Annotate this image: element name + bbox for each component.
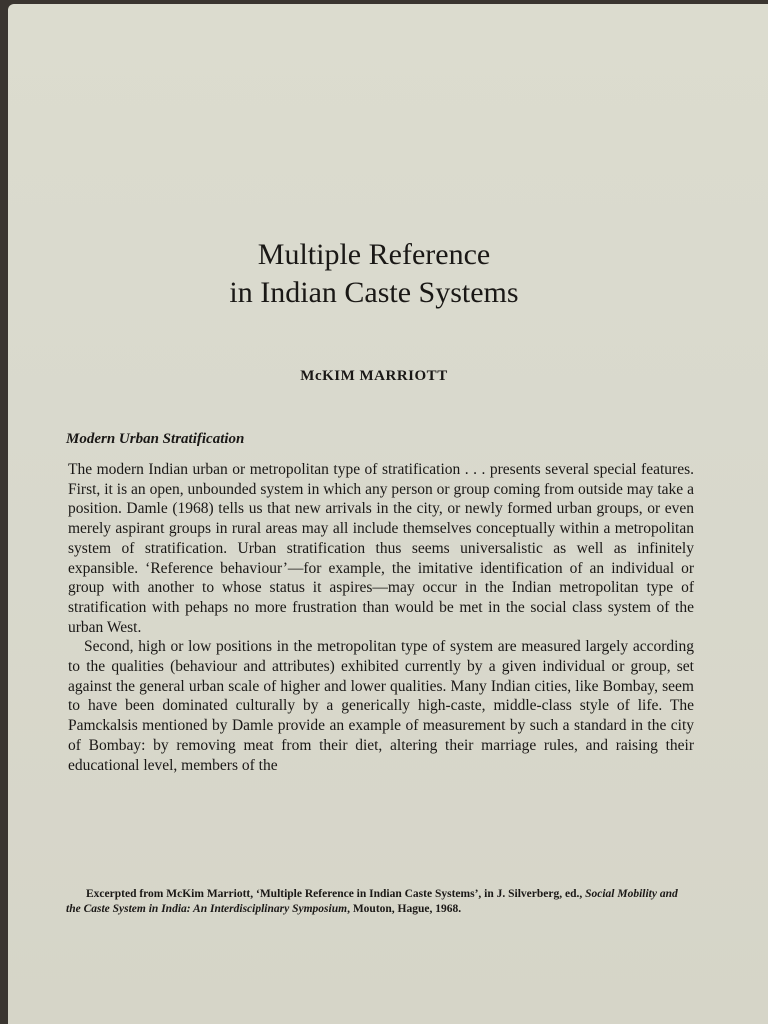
paragraph-1: The modern Indian urban or metropolitan type of stratification . . . presents several special features. First, it is an open, unbounded system in which any person or group coming from outside may take a position. Damle (1968) tells us that new arrivals in the city, or newly formed urban groups, or even merely aspirant groups in rural areas may all include themselves conceptually within a metropolitan system of stratification. Urban stratification thus seems universalistic as well as infinitely expansible. ‘Reference behaviour’—for example, the imitative identification of an individual or group with another to whose status it aspires—may occur in the Indian metropolitan type of stratification with pehaps no more frustration than would be met in the social class system of the urban West. [68,461,694,636]
section-heading: Modern Urban Stratification [66,431,245,447]
body-text [68,460,694,775]
paragraph-2: Second, high or low positions in the metropolitan type of system are measured largely according to the qualities (behaviour and attributes) exhibited currently by a given individual or group, set against the general urban scale of higher and lower qualities. Many Indian cities, like Bombay, seem to have been dominated culturally by a generically high-caste, middle-class style of life. The Pamckalsis mentioned by Damle provide an example of measurement by such a standard in the city of Bombay: by removing meat from their diet, altering their marriage rules, and raising their educational level, members of the [68,638,694,774]
article-title-line-1: Multiple Reference [257,238,491,271]
footnote-prefix: Excerpted from McKim Marriott, ‘Multiple Reference in Indian Caste Systems’, in J. Silverberg, ed., [86,888,586,900]
article-author: McKIM MARRIOTT [300,368,448,384]
book-page [8,4,768,1024]
footnote-suffix: , Mouton, Hague, 1968. [347,903,462,915]
article-title [54,236,694,312]
footnote [66,887,694,917]
article-title-line-2: in Indian Caste Systems [229,276,519,309]
footnote-book-title: Social Mobility and the Caste System in India: An Interdisciplinary Symposium [66,888,678,915]
